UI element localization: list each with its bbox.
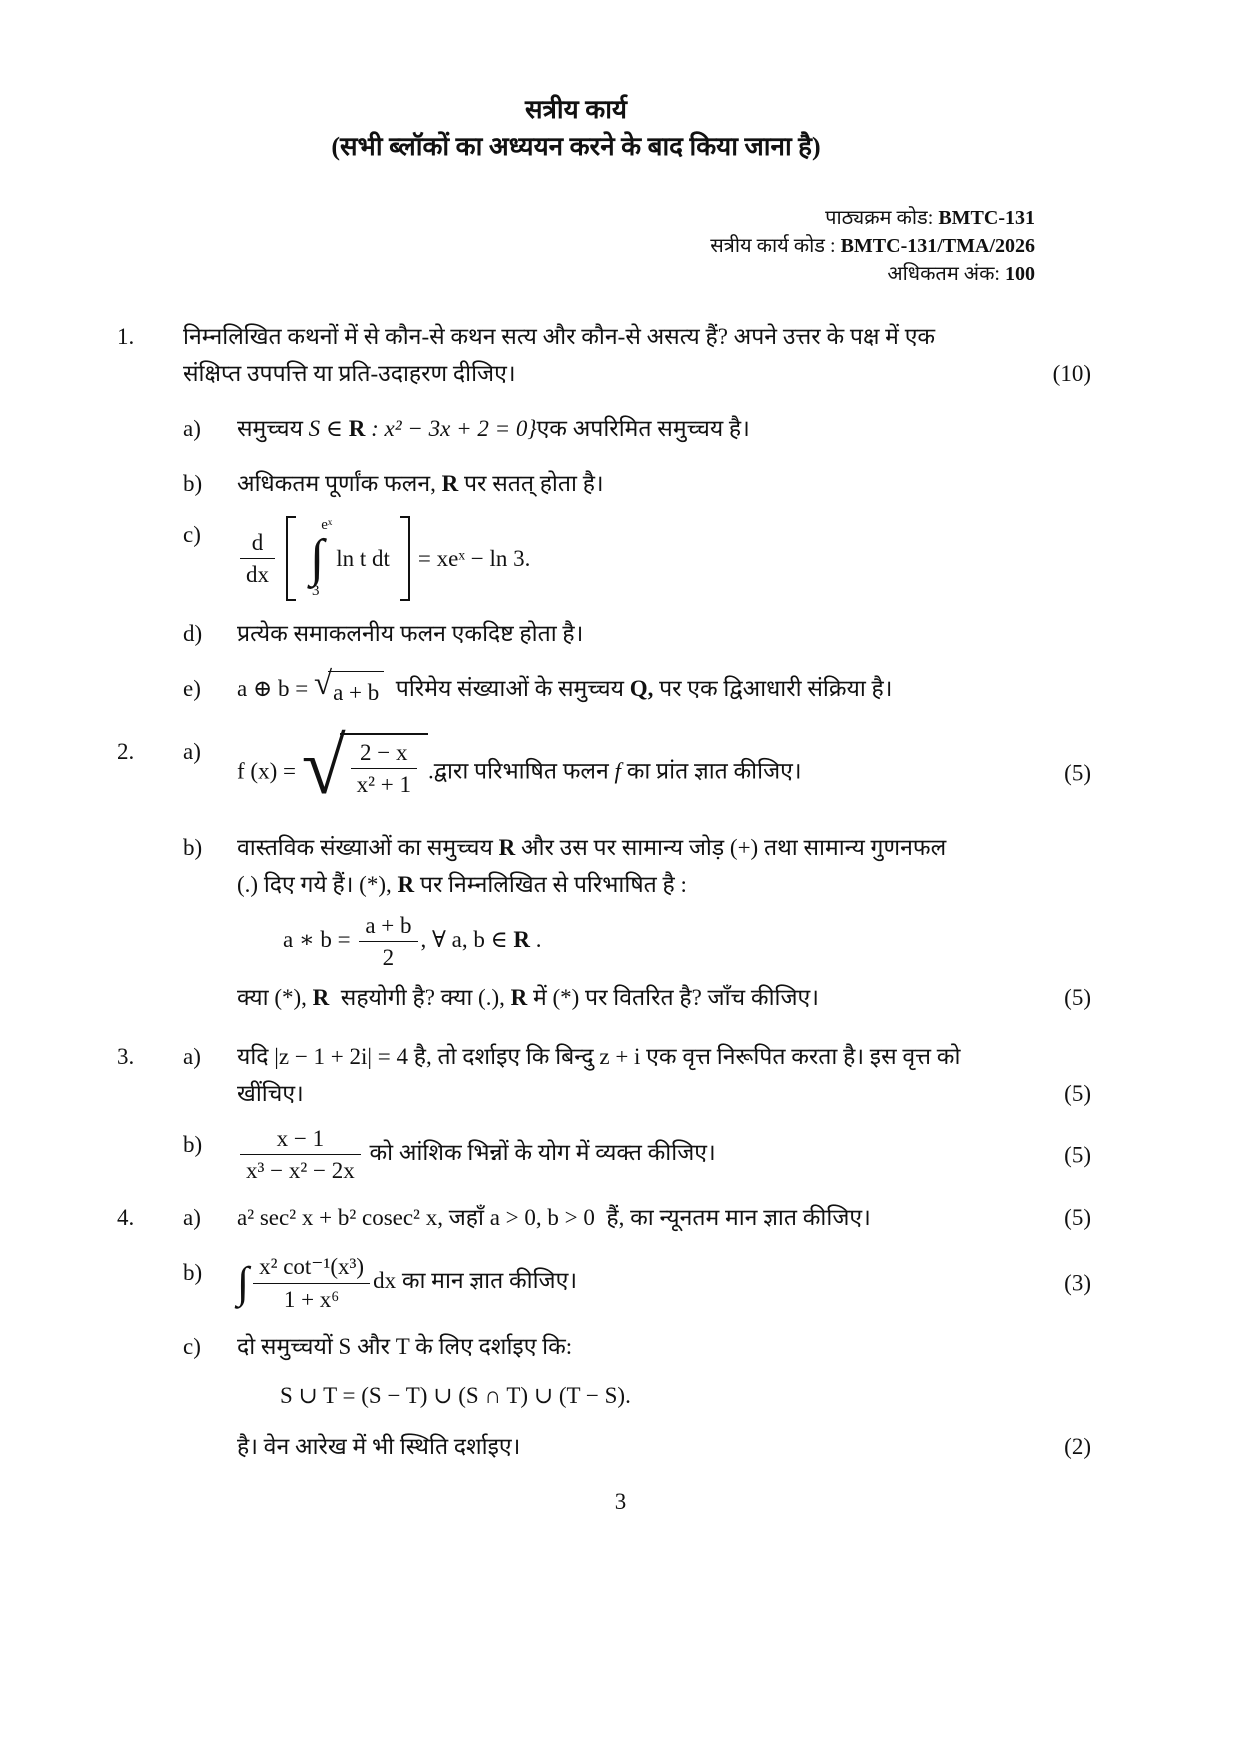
q1e-label: e) [183,676,201,702]
q1-intro-line1: निम्नलिखित कथनों में से कौन-से कथन सत्य और कौन-से असत्य हैं? अपने उत्तर के पक्ष में एक [183,324,936,349]
spacer [117,465,183,502]
integrand: ln t dt [336,546,390,572]
real-set-symbol: R [312,984,330,1010]
integral-with-limits [306,516,333,601]
q2-number: 2. [117,739,135,765]
q4-part-a: 4. a) a² sec² x + b² cosec² x, जहाँ a > 0, b > 0 हैं, का न्यूनतम मान ज्ञात कीजिए। (5) [117,1199,1035,1236]
max-marks-line [117,260,1035,288]
derivative-operator: $\frac{d}{dx}$ [240,530,275,588]
spacer [117,913,183,971]
q2-part-b-text: b) वास्तविक संख्याओं का समुच्चय R और उस पर सामान्य जोड़ (+) तथा सामान्य गुणनफल (.) दिए गये हैं। (*), R पर निम्नलिखित से परिभाषित है : [117,829,1035,903]
rational-set-symbol: Q, [629,676,654,702]
q1-part-b: b) अधिकतम पूर्णांक फलन, R पर सतत् होता है। [117,465,1035,502]
q1-intro-row [117,318,1091,392]
fraction: $\frac{a + b}{2}$ [359,913,417,971]
spacer [117,410,183,447]
q4c-marks: (2) [1064,1433,1091,1459]
trig-expression: a² sec² x + b² cosec² x, [237,1205,443,1231]
q1c-rhs: = xeˣ − ln 3. [417,546,531,572]
q1-part-e: e) a ⊕ b = √ a + b परिमेय संख्याओं के समुच्चय Q, पर एक द्विआधारी संक्रिया है। [117,670,1035,711]
differential: dx [373,1268,397,1294]
spacer [117,829,183,903]
real-set-symbol: R [441,471,459,496]
page-number: 3 [614,1489,627,1514]
integral-sign-icon: ∫ [310,530,325,587]
real-set-symbol: R [498,835,516,861]
q4b-label: b) [183,1260,203,1286]
q2b-formula-row [117,913,1035,971]
q4c-label: c) [183,1333,201,1359]
question-2 [117,723,1091,1016]
q3b-label: b) [183,1131,203,1157]
q3a-line1: यदि |z − 1 + 2i| = 4 है, तो दर्शाइए कि बिन्दु z + i एक वृत्त निरूपित करता है। इस वृत्त को [237,1043,961,1069]
integral-upper-limit: eˣ [321,517,333,533]
q3a-line2: खींचिए। [237,1080,304,1106]
q1d-label: d) [183,621,203,647]
spacer [183,1377,237,1414]
q3-part-b: b) $\frac{x - 1}{\text{x³ − x² − 2x}}$ को आंशिक भिन्नों के योग में व्यक्त कीजिए। (5) [117,1126,1035,1184]
fraction: $\frac{2 - x}{\text{x² + 1}}$ [351,740,417,798]
question-3 [117,1038,1091,1184]
q2b-marks: (5) [1064,984,1091,1010]
integral-lower-limit: 3 [312,583,320,600]
real-set-symbol: R [397,872,415,898]
q4b-marks: (3) [1064,1270,1091,1296]
spacer [117,516,183,601]
square-root: √ a + b [314,671,384,711]
q2b-check-row: क्या (*), R सहयोगी है? क्या (.), R में (*) पर वितरित है? जाँच कीजिए। (5) [117,979,1035,1016]
page-title: सत्रीय कार्य [524,95,628,124]
q1-part-d: d) प्रत्येक समाकलनीय फलन एकदिष्ट होता है। [117,615,1035,652]
left-bracket [286,516,296,601]
q2b-label: b) [183,835,203,861]
q4c-outro: है। वेन आरेख में भी स्थिति दर्शाइए। [237,1433,521,1459]
set-variable: S [308,416,321,441]
q4c-outro-row [117,1428,1091,1465]
spacer [183,913,237,971]
integral-sign-icon: ∫ [237,1258,250,1308]
q1-part-a: a) समुच्चय S ∈ R : x² − 3x + 2 = 0}एक अपरिमित समुच्चय है। [117,410,1035,447]
radical-sign-icon: √ [313,666,333,703]
q2b-star-operation-formula: a ∗ b = $\frac{a + b}{2}$ , ∀ a, b ∈ R . [283,913,542,971]
rational-function-fraction: $\frac{x - 1}{\text{x³ − x² − 2x}}$ [240,1126,361,1184]
course-code-line [117,204,1035,232]
spacer [117,1428,183,1465]
integrand-fraction: $\frac{\text{x² cot⁻¹(x³)}}{\text{1 + x⁶}}$ [253,1254,370,1312]
q2a-label: a) [183,739,201,765]
q4-part-b: b) ∫ $\frac{\text{x² cot⁻¹(x³)}}{\text{1 + x⁶}}$ dx का मान ज्ञात कीजिए। (3) [117,1254,1035,1312]
real-set-symbol: R [348,416,366,441]
radical-sign-icon: √ [301,723,346,812]
max-marks-label: अधिकतम अंक: [887,263,1005,285]
course-code-label: पाठ्यक्रम कोड: [825,207,939,229]
set-condition: : x² − 3x + 2 = 0} [365,416,537,441]
assignment-code-label: सत्रीय कार्य कोड : [710,235,841,257]
set-identity-formula: S ∪ T = (S − T) ∪ (S ∩ T) ∪ (T − S). [280,1382,631,1408]
q4a-marks: (5) [1064,1205,1091,1231]
q3-number: 3. [117,1043,135,1069]
q3-part-a [117,1038,1091,1112]
q4c-formula-row [117,1377,1035,1414]
course-code-value: BMTC-131 [938,207,1035,229]
constraints: a > 0, b > 0 [489,1205,595,1231]
q1a-label: a) [183,416,201,441]
page-subtitle: (सभी ब्लॉकों का अध्ययन करने के बाद किया जाना है) [331,132,821,161]
spacer [117,979,183,1016]
square-root-fraction [301,723,428,813]
assignment-code-line [117,232,1035,260]
q4-part-c-intro: c) दो समुच्चयों S और T के लिए दर्शाइए कि: [117,1328,1035,1365]
q4-number: 4. [117,1205,135,1231]
function-variable: f [614,758,621,784]
q3b-marks: (5) [1064,1142,1091,1167]
question-1 [117,318,1091,711]
q1c-label: c) [183,522,201,547]
right-bracket [400,516,410,601]
q1-intro-line2: संक्षिप्त उपपत्ति या प्रति-उदाहरण दीजिए। [183,361,516,386]
max-marks-value: 100 [1005,263,1035,285]
q1-marks: (10) [1052,361,1091,386]
q1-number: 1. [117,324,135,349]
q3a-marks: (5) [1064,1080,1091,1106]
real-set-symbol: R [510,984,528,1010]
q2-part-a: 2. a) f (x) = √ $\frac{2 - x}{\text{x² + 1}}$ .द्वारा परिभाषित फलन f का प्रांत ज्ञात कीजिए। (5) [117,723,1091,812]
spacer [117,1126,183,1184]
spacer [183,1428,237,1465]
q4a-label: a) [183,1205,201,1231]
q2a-marks: (5) [1064,760,1091,786]
real-set-symbol: R [513,927,530,953]
spacer [117,1254,183,1312]
q1c-derivative-formula [237,516,530,601]
q3a-label: a) [183,1043,201,1069]
spacer [183,979,237,1016]
course-info-block [117,204,1035,288]
q1-part-c [117,516,1035,601]
spacer [117,1377,183,1414]
spacer [117,615,183,652]
question-4 [117,1199,1091,1465]
assignment-code-value: BMTC-131/TMA/2026 [840,235,1035,257]
q1b-label: b) [183,471,203,496]
spacer [117,670,183,711]
spacer [117,1328,183,1365]
